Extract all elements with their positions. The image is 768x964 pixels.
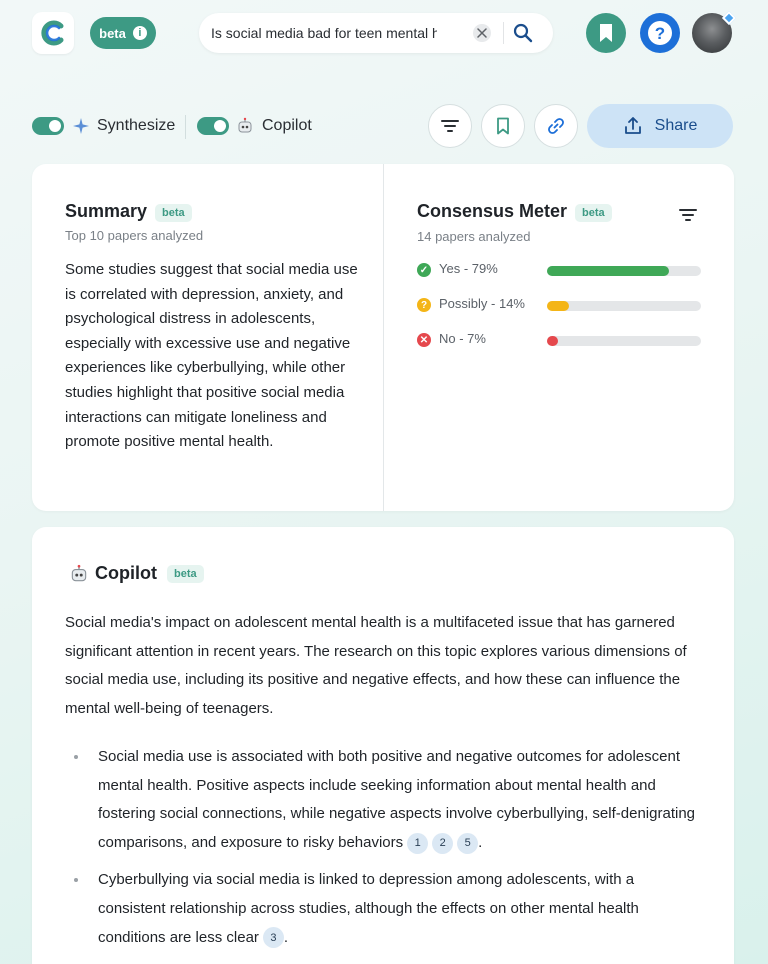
info-icon: i (133, 26, 147, 40)
logo-icon (38, 18, 68, 48)
summary-subtitle: Top 10 papers analyzed (65, 228, 204, 243)
save-search-button[interactable] (481, 104, 525, 148)
filter-icon (441, 119, 459, 133)
copilot-intro: Social media's impact on adolescent mental health is a multifaceted issue that has garnered significant attention in recent years. The research on this topic explores various dimensions of social media use, including its positive and negative effects, and how these can influence the mental well-being of teenagers. (65, 614, 687, 717)
beta-pill-label: beta (99, 25, 126, 41)
bullet-text: Cyberbullying via social media is linked to depression among adolescents, with a consistent relationship across studies, although the effects on other mental health conditions are less clear (98, 871, 639, 946)
link-icon (546, 116, 566, 136)
consensus-row-no (417, 330, 707, 350)
search-divider (503, 22, 504, 44)
filter-button[interactable] (428, 104, 472, 148)
card-divider (383, 164, 384, 511)
results-toolbar (32, 104, 736, 150)
user-avatar[interactable] (692, 13, 732, 53)
premium-badge-icon (722, 11, 736, 25)
svg-text:?: ? (654, 24, 666, 43)
search-icon (512, 22, 534, 44)
copilot-card (32, 527, 734, 964)
bookmarks-button[interactable] (586, 13, 626, 53)
consensus-no-bar (547, 336, 701, 346)
consensus-logo[interactable] (32, 12, 74, 54)
check-icon: ✓ (417, 263, 431, 277)
beta-info-pill[interactable] (90, 17, 156, 49)
question-icon: ? (417, 298, 431, 312)
consensus-header (417, 201, 612, 222)
share-label: Share (654, 117, 698, 134)
bookmark-icon (598, 23, 614, 43)
copilot-label: Copilot (262, 117, 312, 134)
synthesize-toggle[interactable] (32, 117, 64, 135)
bullet-text: Social media use is associated with both positive and negative outcomes for adolescent mental health. Positive aspects include seeking information about mental health and fostering social connections, while negative aspects involve cyberbullying, self-denigrating comparisons, and exposure to risky behaviors (98, 748, 695, 851)
consensus-row-yes (417, 260, 707, 280)
top-bar (32, 12, 736, 56)
citation-badge[interactable]: 3 (263, 927, 284, 948)
summary-title: Summary (65, 201, 148, 221)
clear-search-button[interactable] (473, 24, 491, 42)
citation-badge[interactable]: 1 (407, 833, 428, 854)
search-input[interactable] (211, 23, 437, 43)
summary-text: Some studies suggest that social media use is correlated with depression, anxiety, and psychological distress in adolescents, especially with excessive use and negative experiences like cyberbullying, while other studies highlight that positive social media interactions can mitigate loneliness and promote positive mental health. (65, 261, 358, 451)
copilot-beta-badge: beta (167, 565, 204, 583)
toolbar-divider (185, 115, 186, 139)
copilot-bullet (65, 866, 705, 952)
consensus-filter-button[interactable] (678, 207, 698, 223)
robot-icon (69, 564, 89, 584)
x-icon: ✕ (417, 333, 431, 347)
consensus-yes-bar (547, 266, 701, 276)
consensus-row-possibly (417, 295, 707, 315)
search-button[interactable] (512, 22, 534, 44)
copilot-title: Copilot (95, 563, 157, 583)
close-icon (477, 28, 487, 38)
share-button[interactable] (587, 104, 733, 148)
bookmark-outline-icon (496, 117, 510, 135)
copilot-bullets (65, 743, 705, 961)
copilot-header (69, 563, 204, 584)
consensus-possibly-fill (547, 301, 569, 311)
help-button[interactable] (640, 13, 680, 53)
citation-badge[interactable]: 5 (457, 833, 478, 854)
summary-beta-badge: beta (155, 204, 192, 222)
summary-header (65, 201, 192, 222)
consensus-beta-badge: beta (575, 204, 612, 222)
copy-link-button[interactable] (534, 104, 578, 148)
copilot-bullet (65, 743, 705, 857)
consensus-no-label: No - 7% (439, 331, 486, 346)
sparkle-icon (72, 117, 90, 135)
consensus-possibly-label: Possibly - 14% (439, 296, 525, 311)
filter-icon (678, 207, 698, 223)
consensus-yes-fill (547, 266, 669, 276)
consensus-no-fill (547, 336, 558, 346)
help-icon (647, 20, 673, 46)
copilot-toggle[interactable] (197, 117, 229, 135)
bullet-end: . (283, 928, 289, 946)
search-bar (199, 13, 553, 53)
consensus-yes-label: Yes - 79% (439, 261, 498, 276)
bullet-end: . (478, 833, 483, 851)
robot-icon (236, 117, 254, 135)
summary-consensus-card (32, 164, 734, 511)
consensus-title: Consensus Meter (417, 201, 568, 221)
share-icon (623, 116, 643, 136)
citation-badge[interactable]: 2 (432, 833, 453, 854)
consensus-possibly-bar (547, 301, 701, 311)
synthesize-label: Synthesize (97, 117, 176, 134)
consensus-subtitle: 14 papers analyzed (417, 229, 531, 244)
